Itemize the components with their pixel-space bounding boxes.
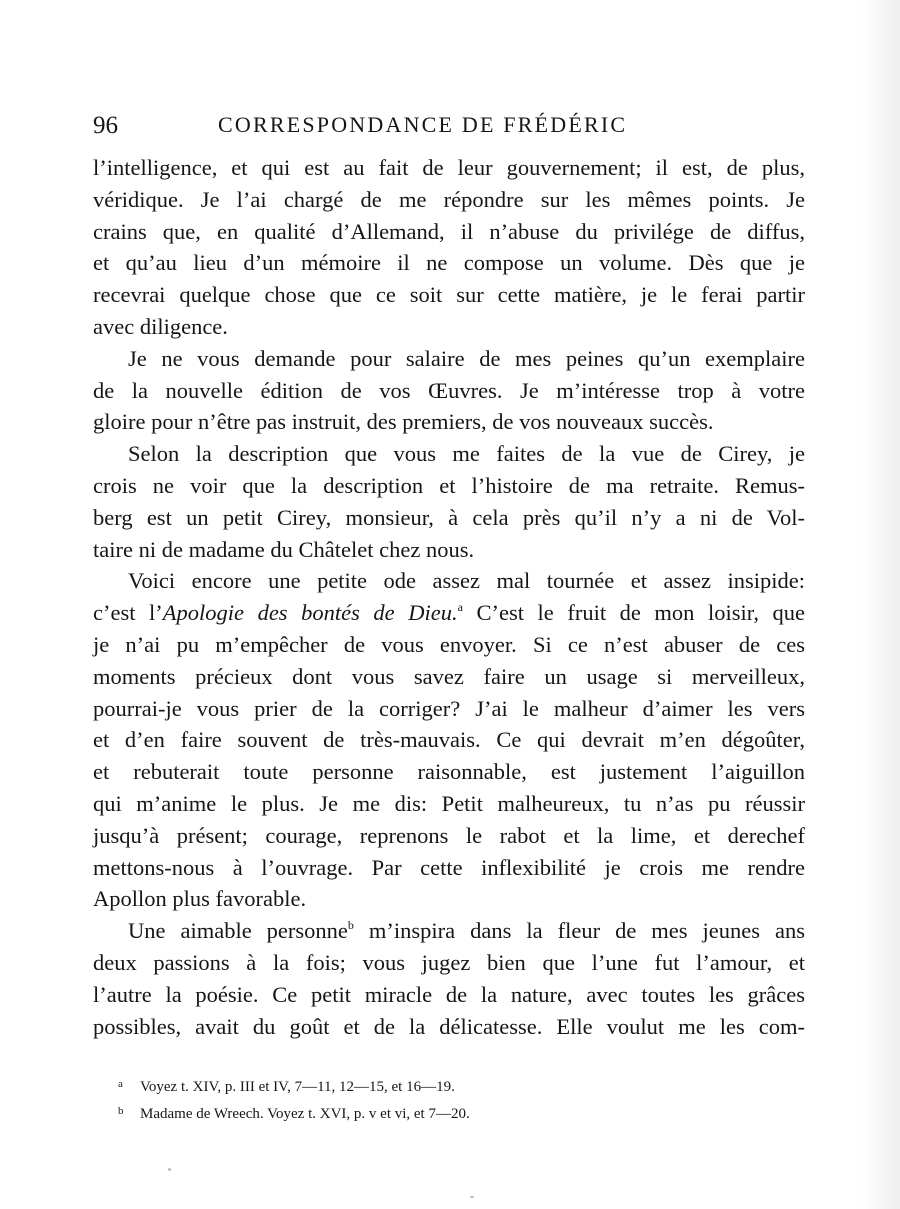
text-fragment: m’inspira dans la fleur de mes jeunes ans bbox=[353, 918, 806, 944]
text-line: taire ni de madame du Châtelet chez nous. bbox=[93, 536, 475, 562]
text-line: véridique. Je l’ai chargé de me répondre sur les mêmes points. Je bbox=[93, 186, 805, 212]
text-line: Apollon plus favorable. bbox=[93, 886, 307, 912]
ode-title: Apologie des bontés de Dieu. bbox=[162, 600, 458, 626]
text-line: qui m’anime le plus. Je me dis: Petit malheureux, tu n’as pu réussir bbox=[93, 790, 805, 816]
footnote-text: Voyez t. XIV, p. III et IV, 7—11, 12—15, et 16—19. bbox=[140, 1079, 455, 1095]
text-line bbox=[93, 597, 805, 629]
footnotes bbox=[118, 1072, 798, 1126]
text-line: je n’ai pu m’empêcher de vous envoyer. Si ce n’est abuser de ces bbox=[93, 631, 805, 657]
running-title: CORRESPONDANCE DE FRÉDÉRIC bbox=[218, 112, 628, 137]
footnote-mark: b bbox=[118, 1105, 124, 1117]
text-fragment: c’est l’ bbox=[93, 600, 163, 626]
text-line: l’intelligence, et qui est au fait de leur gouvernement; il est, de plus, bbox=[93, 155, 805, 180]
paragraph bbox=[93, 343, 805, 438]
text-line: moments précieux dont vous savez faire un usage si merveilleux, bbox=[93, 663, 805, 689]
footnote-a bbox=[118, 1072, 798, 1099]
text-line: Je ne vous demande pour salaire de mes peines qu’un exemplaire bbox=[128, 345, 805, 371]
footnote-b bbox=[118, 1099, 798, 1126]
text-line: Voici encore une petite ode assez mal tournée et assez insipide: bbox=[128, 568, 805, 594]
footnote-ref-b[interactable]: b bbox=[347, 918, 354, 933]
text-line: avec diligence. bbox=[93, 313, 228, 339]
text-line: mettons-nous à l’ouvrage. Par cette inflexibilité je crois me rendre bbox=[93, 854, 805, 880]
paper-speck bbox=[470, 1196, 474, 1198]
text-line: possibles, avait du goût et de la délicatesse. Elle voulut me les com- bbox=[93, 1013, 805, 1039]
text-line: pourrai-je vous prier de la corriger? J’ai le malheur d’aimer les vers bbox=[93, 695, 805, 721]
text-line: Selon la description que vous me faites de la vue de Cirey, je bbox=[128, 441, 805, 467]
footnote-text: Madame de Wreech. Voyez t. XVI, p. v et vi, et 7—20. bbox=[140, 1106, 470, 1122]
text-line: deux passions à la fois; vous jugez bien que l’une fut l’amour, et bbox=[93, 949, 805, 975]
text-line: recevrai quelque chose que ce soit sur cette matière, je le ferai partir bbox=[93, 282, 805, 308]
text-fragment: C’est le fruit de mon loisir, que bbox=[462, 600, 806, 626]
text-line: jusqu’à présent; courage, reprenons le rabot et la lime, et derechef bbox=[93, 822, 805, 848]
paper-speck bbox=[168, 1168, 171, 1171]
text-line: gloire pour n’être pas instruit, des premiers, de vos nouveaux succès. bbox=[93, 409, 714, 435]
text-line: et d’en faire souvent de très-mauvais. Ce qui devrait m’en dégoûter, bbox=[93, 727, 805, 753]
text-line: crois ne voir que la description et l’histoire de ma retraite. Remus- bbox=[93, 472, 805, 498]
text-line bbox=[93, 915, 805, 947]
running-head bbox=[93, 112, 803, 142]
text-fragment: Une aimable personne bbox=[128, 918, 348, 944]
text-line: et rebuterait toute personne raisonnable, est justement l’aiguillon bbox=[93, 759, 805, 785]
text-line: crains que, en qualité d’Allemand, il n’abuse du privilége de diffus, bbox=[93, 218, 805, 244]
paragraph bbox=[93, 152, 805, 343]
paragraph bbox=[93, 565, 805, 915]
page-number: 96 bbox=[93, 112, 118, 139]
footnote-ref-a[interactable]: a bbox=[457, 600, 463, 615]
letter-body bbox=[93, 152, 805, 1042]
page-edge-shadow bbox=[860, 0, 900, 1209]
paragraph bbox=[93, 915, 805, 1042]
text-line: berg est un petit Cirey, monsieur, à cela près qu’il n’y a ni de Vol- bbox=[93, 504, 805, 530]
paragraph bbox=[93, 438, 805, 565]
text-line: de la nouvelle édition de vos Œuvres. Je m’intéresse trop à votre bbox=[93, 377, 805, 403]
footnote-mark: a bbox=[118, 1078, 123, 1090]
text-line: l’autre la poésie. Ce petit miracle de la nature, avec toutes les grâces bbox=[93, 981, 805, 1007]
text-line: et qu’au lieu d’un mémoire il ne compose un volume. Dès que je bbox=[93, 250, 805, 276]
